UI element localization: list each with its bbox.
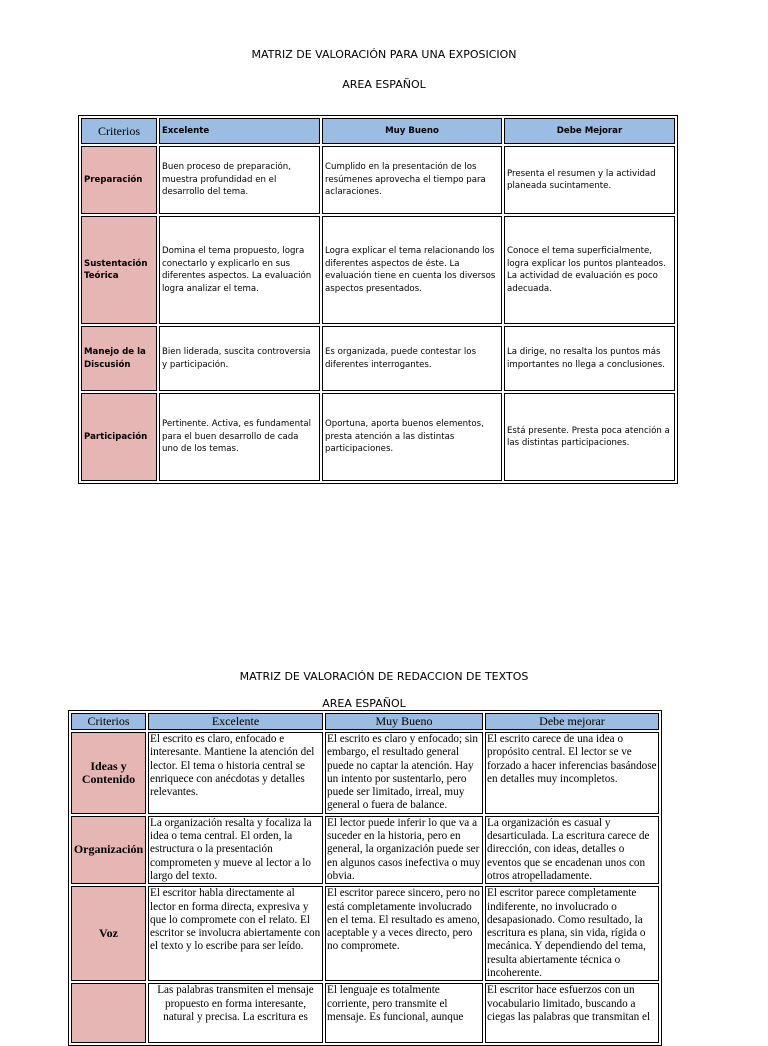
table-cell: La organización es casual y desarticulada. La escritura carece de dirección, con ideas, detalles o eventos que se encadenan unos con otros atropelladamente. xyxy=(485,816,659,884)
table-cell: Domina el tema propuesto, logra conectarlo y explicarlo en sus diferentes aspectos. La evaluación logra analizar el tema. xyxy=(159,216,320,324)
table-row xyxy=(81,393,675,481)
table-cell: Logra explicar el tema relacionando los diferentes aspectos de éste. La evaluación tiene en cuenta los diversos aspectos presentados. xyxy=(322,216,502,324)
table-row xyxy=(71,732,659,814)
table-row xyxy=(71,816,659,884)
header-debe-mejorar: Debe mejorar xyxy=(485,713,659,730)
table-header-row xyxy=(71,713,659,730)
header-criterios: Criterios xyxy=(81,118,157,144)
table-row xyxy=(81,326,675,391)
row-label xyxy=(71,983,146,1043)
section2-subtitle: AREA ESPAÑOL xyxy=(322,697,406,710)
section1-subtitle: AREA ESPAÑOL xyxy=(342,78,426,91)
header-excelente: Excelente xyxy=(159,118,320,144)
table-cell: Bien liderada, suscita controversia y participación. xyxy=(159,326,320,391)
table-cell: Presenta el resumen y la actividad planeada sucintamente. xyxy=(504,146,675,214)
table-cell: El escrito carece de una idea o propósito central. El lector se ve forzado a hacer inferencias basándose en detalles muy incompletos. xyxy=(485,732,659,814)
table-cell: El escritor hace esfuerzos con un vocabulario limitado, buscando a ciegas las palabras que transmitan el xyxy=(485,983,659,1043)
row-label: Ideas y Contenido xyxy=(71,732,146,814)
table-cell: El escritor parece sincero, pero no está completamente involucrado en el tema. El resultado es ameno, aceptable y a veces directo, pero no compromete. xyxy=(325,886,483,981)
row-label: Voz xyxy=(71,886,146,981)
table-row xyxy=(81,216,675,324)
table-cell: Pertinente. Activa, es fundamental para el buen desarrollo de cada uno de los temas. xyxy=(159,393,320,481)
table-cell: El escrito es claro y enfocado; sin embargo, el resultado general puede no captar la atención. Hay un intento por sustentarlo, pero puede ser limitado, irreal, muy general o fuera de balance. xyxy=(325,732,483,814)
row-label: Participación xyxy=(81,393,157,481)
row-label: Preparación xyxy=(81,146,157,214)
header-debe-mejorar: Debe Mejorar xyxy=(504,118,675,144)
table-row xyxy=(71,983,659,1043)
header-excelente: Excelente xyxy=(148,713,323,730)
table-cell: El lector puede inferir lo que va a suceder en la historia, pero en general, la organización puede ser en algunos casos inefectiva o muy obvia. xyxy=(325,816,483,884)
table-cell: El escrito es claro, enfocado e interesante. Mantiene la atención del lector. El tema o historia central se enriquece con anécdotas y detalles relevantes. xyxy=(148,732,323,814)
table-cell: Buen proceso de preparación, muestra profundidad en el desarrollo del tema. xyxy=(159,146,320,214)
redaccion-matrix-table xyxy=(68,710,662,1046)
table-row xyxy=(81,146,675,214)
row-label: Sustentación Teórica xyxy=(81,216,157,324)
table-cell: Es organizada, puede contestar los diferentes interrogantes. xyxy=(322,326,502,391)
table-row xyxy=(71,886,659,981)
table-cell: Cumplido en la presentación de los resúmenes aprovecha el tiempo para aclaraciones. xyxy=(322,146,502,214)
table-cell: La dirige, no resalta los puntos más importantes no llega a conclusiones. xyxy=(504,326,675,391)
table-cell: Conoce el tema superficialmente, logra explicar los puntos planteados. La actividad de evaluación es poco adecuada. xyxy=(504,216,675,324)
table-cell: Está presente. Presta poca atención a las distintas participaciones. xyxy=(504,393,675,481)
table-cell: Oportuna, aporta buenos elementos, presta atención a las distintas participaciones. xyxy=(322,393,502,481)
header-muy-bueno: Muy Bueno xyxy=(322,118,502,144)
table-cell: El lenguaje es totalmente corriente, pero transmite el mensaje. Es funcional, aunque xyxy=(325,983,483,1043)
table-cell: Las palabras transmiten el mensaje propuesto en forma interesante, natural y precisa. La escritura es xyxy=(148,983,323,1043)
table-cell: La organización resalta y focaliza la idea o tema central. El orden, la estructura o la presentación comprometen y mueve al lector a lo largo del texto. xyxy=(148,816,323,884)
header-muy-bueno: Muy Bueno xyxy=(325,713,483,730)
table-cell: El escritor parece completamente indiferente, no involucrado o desapasionado. Como resultado, la escritura es plana, sin vida, rígida o mecánica. Y dependiendo del tema, resulta abiertamente técnica o incoherente. xyxy=(485,886,659,981)
row-label: Manejo de la Discusión xyxy=(81,326,157,391)
section2-title: MATRIZ DE VALORACIÓN DE REDACCION DE TEXTOS xyxy=(239,670,529,683)
header-criterios: Criterios xyxy=(71,713,146,730)
row-label: Organización xyxy=(71,816,146,884)
table-header-row xyxy=(81,118,675,144)
table-cell: El escritor habla directamente al lector en forma directa, expresiva y que lo compromete con el relato. El escritor se involucra abiertamente con el texto y lo escribe para ser leído. xyxy=(148,886,323,981)
exposicion-matrix-table xyxy=(78,115,678,484)
section1-title: MATRIZ DE VALORACIÓN PARA UNA EXPOSICION xyxy=(251,48,517,61)
